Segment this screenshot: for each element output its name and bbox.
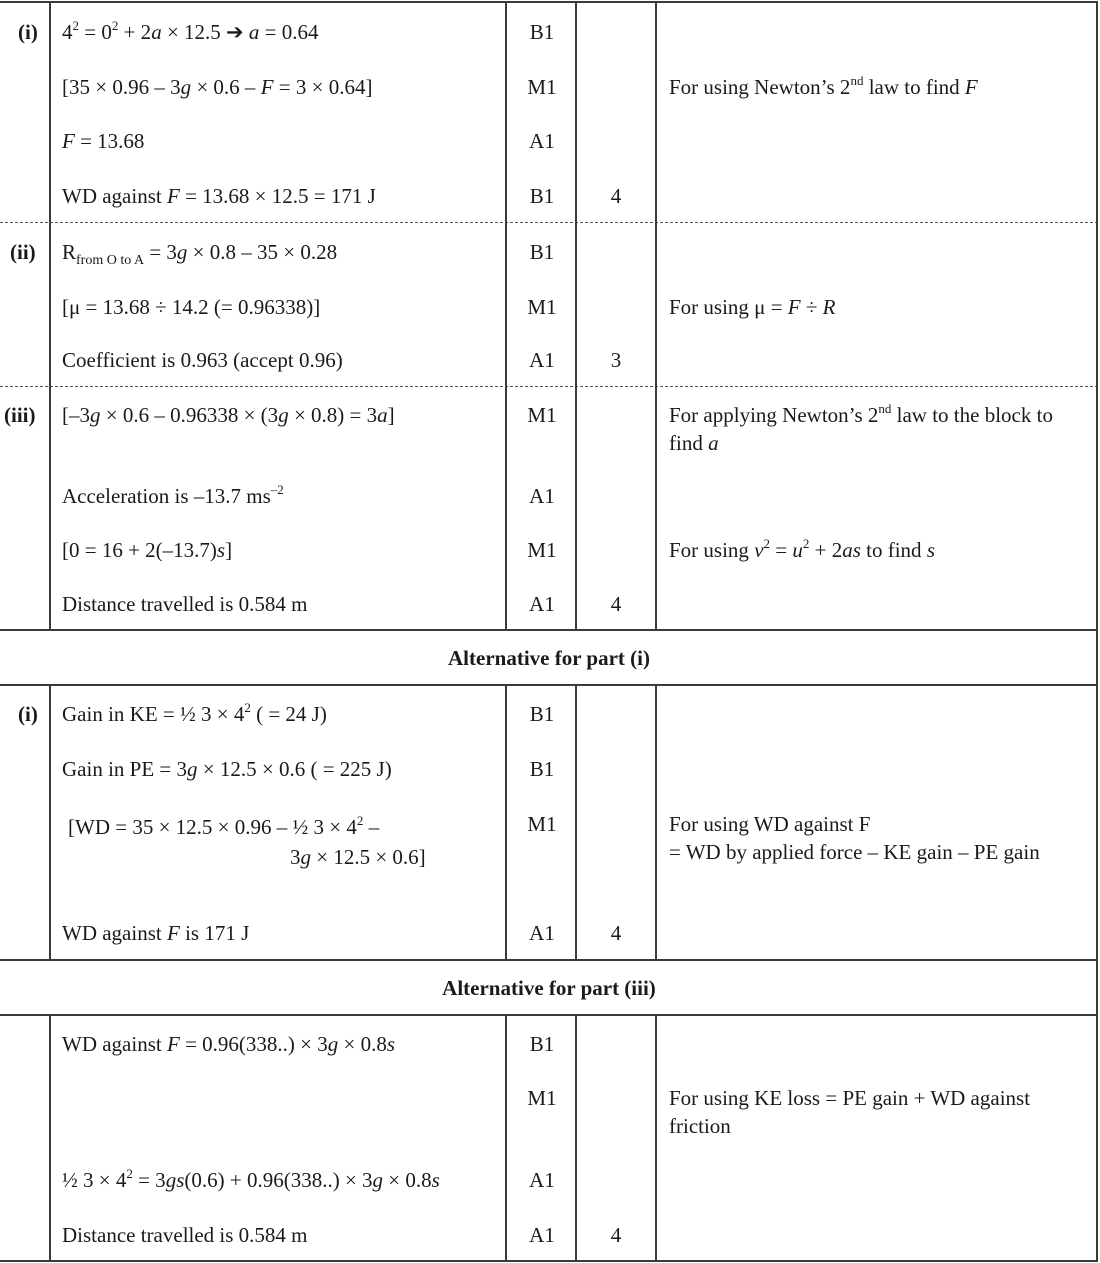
section-border (0, 684, 1098, 686)
working-line: [WD = 35 × 12.5 × 0.96 – ½ $3 \times 4^2$ – 3g × 12.5 × 0.6] (68, 813, 426, 869)
column-border (49, 1, 51, 629)
mark-code: A1 (529, 1223, 555, 1247)
part-label: (i) (18, 20, 38, 44)
column-border (49, 684, 51, 959)
mark-total: 3 (610, 348, 622, 372)
mark-code: A1 (529, 484, 555, 508)
mark-code: A1 (529, 592, 555, 616)
mark-code: M1 (527, 812, 557, 836)
mark-code: M1 (527, 403, 557, 427)
mark-total: 4 (610, 184, 622, 208)
section-border (0, 1014, 1098, 1016)
part-label: (iii) (4, 403, 36, 427)
alternative-heading: Alternative for part (iii) (442, 976, 656, 1000)
working-line: Distance travelled is 0.584 m (62, 1223, 308, 1247)
mark-code: M1 (527, 538, 557, 562)
working-line: [35 × 0.96 – 3g × 0.6 – F = 3 × 0.64] (62, 75, 373, 99)
guidance-note: For using KE loss = PE gain + WD against friction (669, 1086, 1031, 1138)
mark-code: B1 (529, 240, 555, 264)
mark-code: B1 (529, 20, 555, 44)
guidance-note: For using μ = F ÷ R (669, 295, 836, 319)
part-divider (0, 386, 1098, 387)
working-line: Coefficient is 0.963 (accept 0.96) (62, 348, 343, 372)
working-line: Distance travelled is 0.584 m (62, 592, 308, 616)
column-border (655, 1, 657, 629)
mark-code: B1 (529, 1032, 555, 1056)
part-label: (i) (18, 702, 38, 726)
mark-code: A1 (529, 1168, 555, 1192)
working-line: F = 13.68 (62, 129, 145, 153)
guidance-note: For using Newton’s 2nd law to find F (669, 73, 978, 99)
working-line: Acceleration is –13.7 $ms^{-2}$ (62, 482, 284, 508)
mark-code: M1 (527, 75, 557, 99)
guidance-note: For using $v^2 = u^2 + 2as$ to find s (669, 536, 935, 562)
table-bottom-border (0, 1260, 1098, 1262)
working-line: [–3g × 0.6 – 0.96338 × (3g × 0.8) = 3a] (62, 403, 395, 427)
guidance-note: For applying Newton’s 2nd law to the block to find a (669, 401, 1053, 455)
section-border (0, 959, 1098, 961)
part-divider (0, 222, 1098, 223)
mark-total: 4 (610, 1223, 622, 1247)
table-right-border (1096, 1, 1098, 1261)
working-line: [0 = 16 + 2(–13.7)s] (62, 538, 233, 562)
table-top-border (0, 1, 1098, 3)
mark-code: A1 (529, 129, 555, 153)
working-line: WD against F = 13.68 × 12.5 = 171 J (62, 184, 376, 208)
mark-total: 4 (610, 921, 622, 945)
working-line: ½ $3 \times 4^2 = 3gs(0.6) + 0.96(338..) \times 3g \times 0.8s$ (62, 1166, 440, 1192)
alternative-heading: Alternative for part (i) (448, 646, 650, 670)
mark-code: A1 (529, 348, 555, 372)
mark-code: B1 (529, 757, 555, 781)
mark-code: B1 (529, 184, 555, 208)
working-line: WD against F is 171 J (62, 921, 250, 945)
mark-total: 4 (610, 592, 622, 616)
working-line: [μ = 13.68 ÷ 14.2 (= 0.96338)] (62, 295, 321, 319)
mark-code: A1 (529, 921, 555, 945)
working-line: WD against F = 0.96(338..) × 3g × 0.8s (62, 1032, 396, 1056)
working-line: $R_{from O to A} = 3g \times 0.8 - 35 \times 0.28$ (62, 240, 338, 268)
column-border (49, 1014, 51, 1260)
working-line: Gain in KE = ½ $3 \times 4^2$ ( = 24 J) (62, 700, 327, 726)
guidance-note: For using WD against F = WD by applied force – KE gain – PE gain (669, 812, 1040, 864)
part-label: (ii) (10, 240, 36, 264)
mark-code: B1 (529, 702, 555, 726)
column-border (655, 684, 657, 959)
working-line: Gain in PE = 3g × 12.5 × 0.6 ( = 225 J) (62, 757, 392, 781)
mark-code: M1 (527, 1086, 557, 1110)
working-line: $4^2 = 0^2 + 2a \times 12.5$ ➔ a = 0.64 (62, 18, 319, 44)
section-border (0, 629, 1098, 631)
mark-code: M1 (527, 295, 557, 319)
column-border (655, 1014, 657, 1260)
